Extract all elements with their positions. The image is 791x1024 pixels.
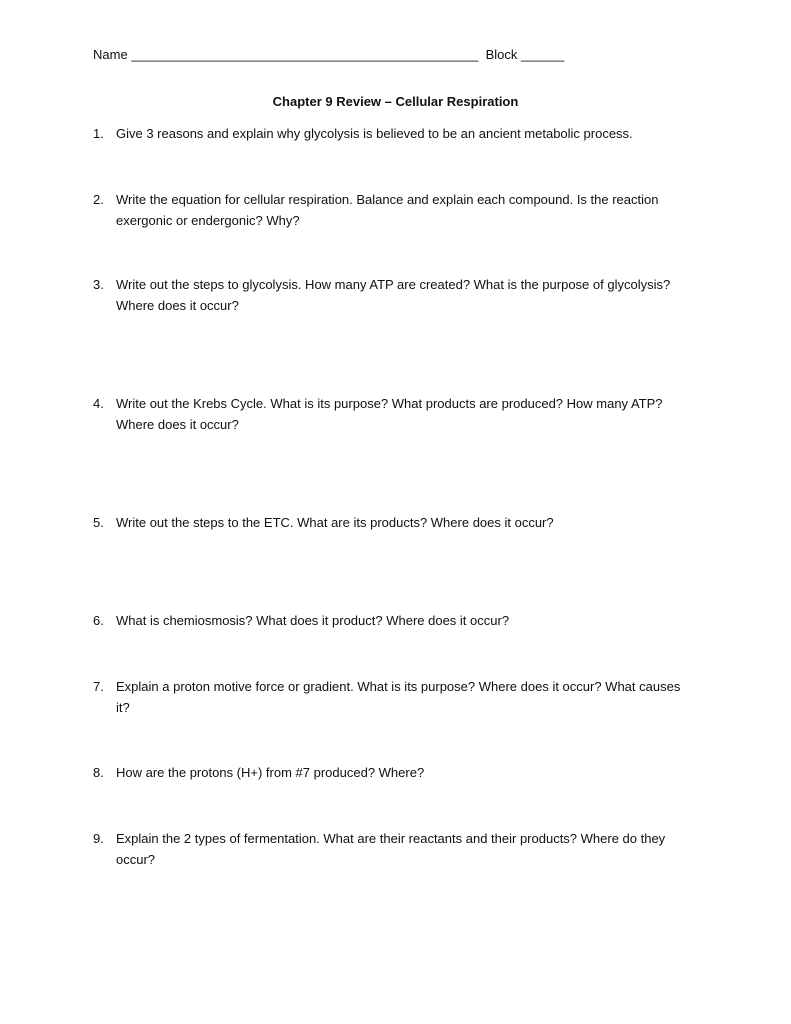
question-number: 5. bbox=[93, 515, 104, 530]
question-4 bbox=[93, 394, 693, 435]
question-number: 9. bbox=[93, 831, 104, 846]
question-text: Explain the 2 types of fermentation. What are their reactants and their products? Where do they occur? bbox=[116, 831, 666, 867]
question-text: Give 3 reasons and explain why glycolysis is believed to be an ancient metabolic process. bbox=[116, 126, 633, 141]
question-number: 6. bbox=[93, 613, 104, 628]
question-5 bbox=[93, 513, 693, 534]
question-number: 3. bbox=[93, 277, 104, 292]
question-8 bbox=[93, 763, 693, 784]
question-text: Write out the Krebs Cycle. What is its purpose? What products are produced? How many ATP? Where does it occur? bbox=[116, 396, 663, 432]
question-number: 4. bbox=[93, 396, 104, 411]
block-label: Block bbox=[485, 47, 518, 62]
question-7 bbox=[93, 677, 693, 718]
name-block-line bbox=[93, 46, 564, 64]
question-text: How are the protons (H+) from #7 produced? Where? bbox=[116, 765, 425, 780]
question-9 bbox=[93, 829, 693, 870]
question-2 bbox=[93, 190, 693, 231]
question-text: What is chemiosmosis? What does it product? Where does it occur? bbox=[116, 613, 510, 628]
question-3 bbox=[93, 275, 693, 316]
question-number: 7. bbox=[93, 679, 104, 694]
question-number: 1. bbox=[93, 126, 104, 141]
question-number: 2. bbox=[93, 192, 104, 207]
question-text: Write the equation for cellular respiration. Balance and explain each compound. Is the reaction exergonic or endergonic? Why? bbox=[116, 192, 659, 228]
page-title: Chapter 9 Review – Cellular Respiration bbox=[272, 94, 519, 109]
name-label: Name bbox=[93, 47, 128, 62]
block-blank[interactable]: ______ bbox=[521, 47, 565, 62]
question-6 bbox=[93, 611, 693, 632]
question-text: Explain a proton motive force or gradient. What is its purpose? Where does it occur? What causes it? bbox=[116, 679, 681, 715]
question-number: 8. bbox=[93, 765, 104, 780]
name-blank[interactable]: ________________________________________________ bbox=[131, 47, 479, 62]
question-text: Write out the steps to glycolysis. How many ATP are created? What is the purpose of glycolysis? Where does it occur? bbox=[116, 277, 671, 313]
question-1 bbox=[93, 124, 693, 145]
question-text: Write out the steps to the ETC. What are its products? Where does it occur? bbox=[116, 515, 554, 530]
